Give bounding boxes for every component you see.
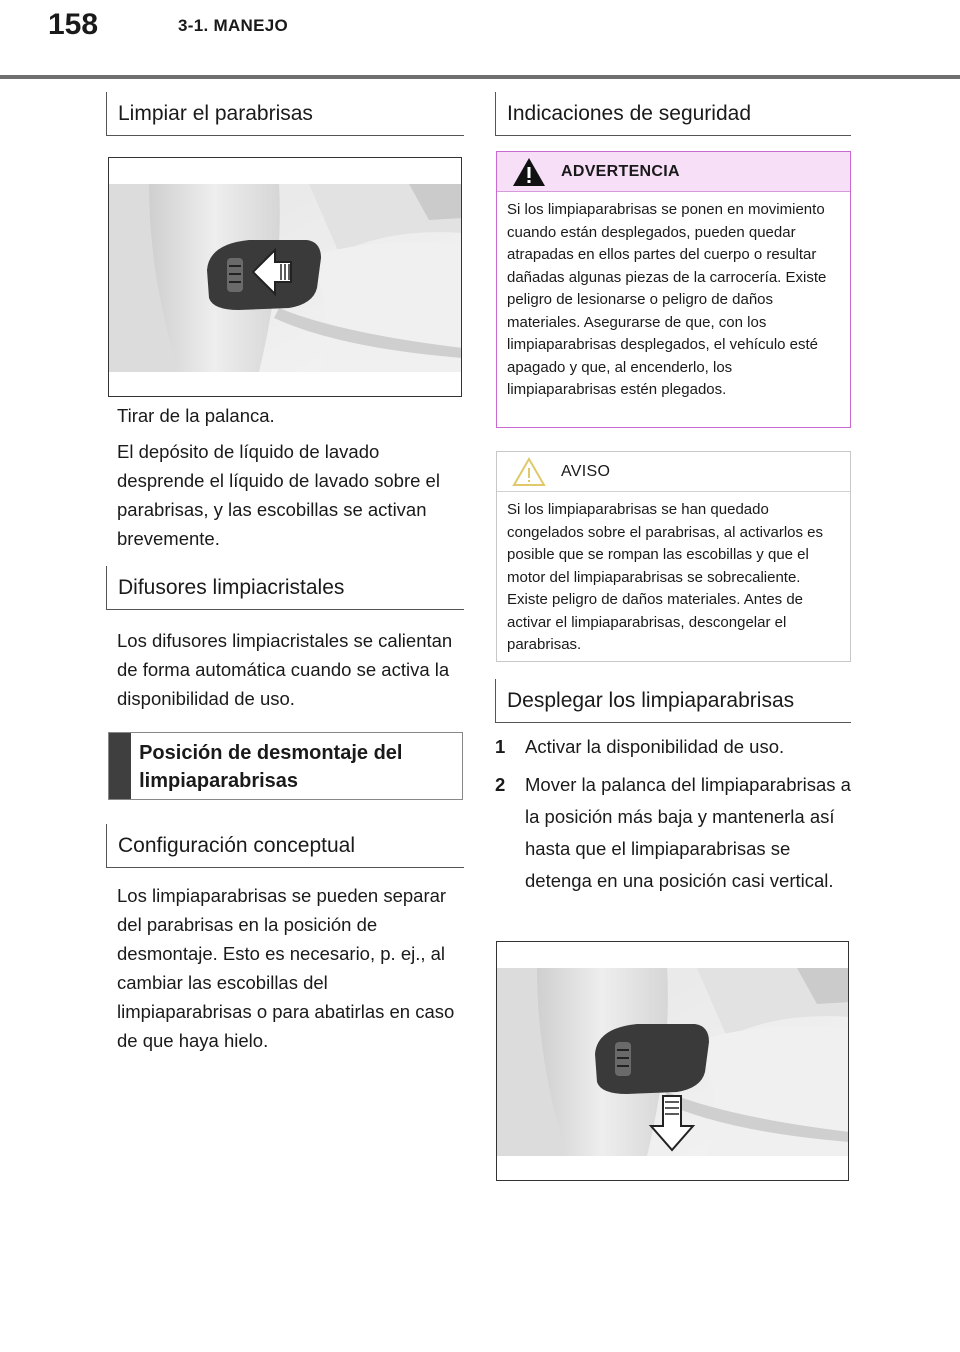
step-text: Mover la palanca del limpiaparabrisas a la posición más baja y mantenerla así hasta que el limpiaparabrisas se detenga en una posición casi vertical. — [525, 774, 851, 891]
caution-header — [497, 452, 850, 492]
warning-title: ADVERTENCIA — [561, 162, 680, 180]
paragraph-text: Los difusores limpiacristales se calientan de forma automática cuando se activa la disponibilidad de uso. — [117, 630, 453, 709]
warning-box — [496, 151, 851, 428]
page-number: 158 — [48, 8, 99, 41]
paragraph-line: Tirar de la palanca. — [117, 405, 275, 426]
lever-pull-illustration — [109, 158, 462, 397]
caution-title: AVISO — [561, 462, 611, 480]
caution-triangle-icon — [511, 456, 547, 488]
paragraph-difusores — [117, 626, 462, 713]
step-text: Activar la disponibilidad de uso. — [525, 736, 785, 757]
step-number: 1 — [495, 736, 506, 757]
figure-lever-pull — [108, 157, 462, 397]
heading-text: Limpiar el parabrisas — [118, 101, 313, 125]
heading-text: Difusores limpiacristales — [118, 575, 345, 599]
block-heading-bar — [109, 733, 131, 799]
heading-text: Indicaciones de seguridad — [507, 101, 752, 125]
step-number: 2 — [495, 774, 506, 795]
warning-body: Si los limpiaparabrisas se ponen en movimiento cuando están desplegados, pueden quedar atrapadas en ellos partes del cuerpo o resultar dañadas algunas piezas de la carrocería. Existe peligro de lesionarse o peligro de daños materiales. Asegurarse de que, con los limpiaparabrisas desplegados, el vehículo esté apagado y que, al encenderlo, los limpiaparabrisas estén plegados. — [507, 201, 827, 398]
heading-difusores — [106, 566, 464, 610]
header-rule — [0, 75, 960, 79]
heading-limpiar-parabrisas — [106, 92, 464, 136]
section-title: 3-1. MANEJO — [178, 16, 289, 35]
caution-body: Si los limpiaparabrisas se han quedado congelados sobre el parabrisas, al activarlos es posible que se rompan las escobillas y que el motor del limpiaparabrisas se sobrecaliente. Existe peligro de daños materiales. Antes de activar el limpiaparabrisas, descongelar el parabrisas. — [507, 501, 824, 653]
caution-box — [496, 451, 851, 662]
figure-lever-down — [496, 941, 849, 1181]
heading-indicaciones — [495, 92, 851, 136]
heading-configuracion — [106, 824, 464, 868]
heading-text: Desplegar los limpiaparabrisas — [507, 688, 795, 712]
heading-desplegar — [495, 679, 851, 723]
step-item — [495, 731, 851, 763]
lever-down-illustration — [497, 942, 849, 1181]
paragraph-configuracion — [117, 881, 462, 1055]
warning-triangle-icon — [511, 156, 547, 188]
block-heading-text: Posición de desmontaje del limpiaparabrisas — [139, 742, 403, 792]
block-heading-desmontaje — [108, 732, 463, 800]
paragraph-limpiar — [117, 401, 462, 553]
paragraph-text: Los limpiaparabrisas se pueden separar del parabrisas en la posición de desmontaje. Esto es necesario, p. ej., al cambiar las escobillas del limpiaparabrisas o para abatirlas en caso de que haya hielo. — [117, 885, 455, 1051]
steps-list — [495, 731, 851, 903]
heading-text: Configuración conceptual — [118, 833, 355, 857]
step-item — [495, 769, 851, 897]
paragraph-line: El depósito de líquido de lavado desprende el líquido de lavado sobre el parabrisas, y las escobillas se activan brevemente. — [117, 441, 440, 549]
warning-header — [497, 152, 850, 192]
